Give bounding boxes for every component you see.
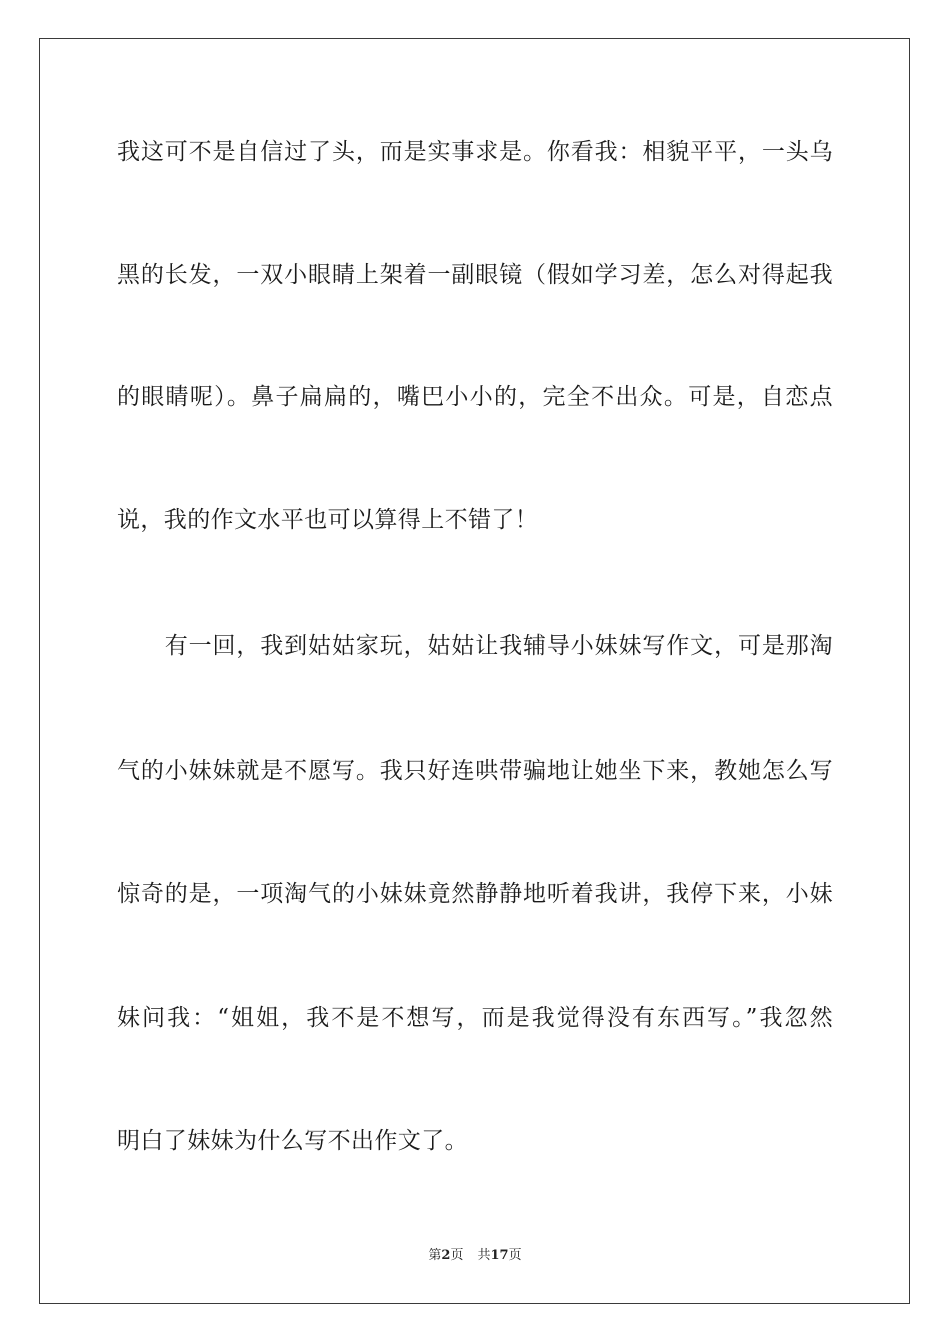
text-line: 黑的长发，一双小眼睛上架着一副眼镜（假如学习差，怎么对得起我: [117, 262, 833, 288]
total-prefix: 共: [477, 1248, 491, 1263]
page-prefix: 第: [428, 1248, 442, 1263]
text-line: 妹问我：“姐姐，我不是不想写，而是我觉得没有东西写。”我忽然: [117, 1005, 833, 1031]
page-border: [39, 38, 910, 1304]
text-line: 说，我的作文水平也可以算得上不错了！: [117, 507, 539, 533]
text-line: 明白了妹妹为什么写不出作文了。: [117, 1128, 468, 1154]
text-line: 我这可不是自信过了头，而是实事求是。你看我：相貌平平，一头乌: [117, 139, 833, 165]
page-footer: [0, 1247, 950, 1265]
page-number: 2: [441, 1248, 451, 1263]
total-pages: 17: [490, 1248, 509, 1263]
text-line: 有一回，我到姑姑家玩，姑姑让我辅导小妹妹写作文，可是那淘: [117, 633, 833, 659]
page-suffix: 页: [450, 1248, 464, 1263]
total-suffix: 页: [508, 1248, 522, 1263]
text-line: 的眼睛呢）。鼻子扁扁的，嘴巴小小的，完全不出众。可是，自恋点: [117, 384, 833, 410]
text-line: 惊奇的是，一项淘气的小妹妹竟然静静地听着我讲，我停下来，小妹: [117, 881, 833, 907]
text-line: 气的小妹妹就是不愿写。我只好连哄带骗地让她坐下来，教她怎么写: [117, 758, 833, 784]
